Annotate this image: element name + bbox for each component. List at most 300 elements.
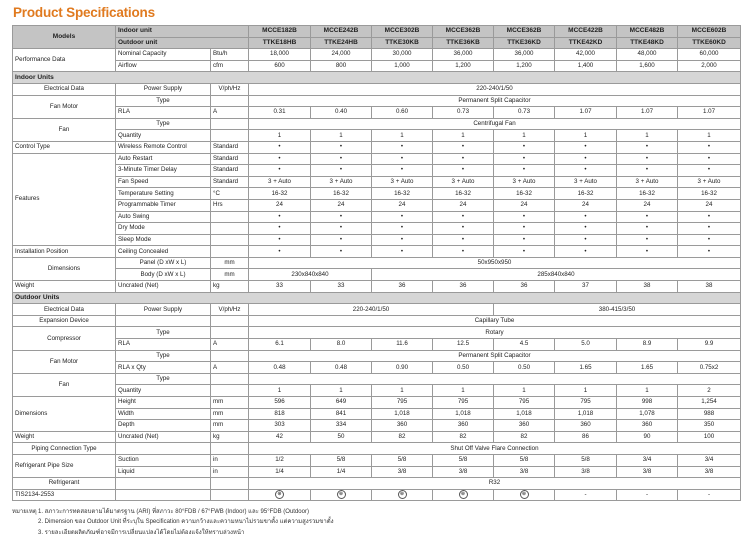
table-cell: mm	[211, 420, 249, 432]
table-cell: •	[311, 234, 372, 246]
table-cell: -	[555, 489, 617, 501]
table-cell: 3 + Auto	[678, 176, 741, 188]
table-cell: 360	[617, 420, 678, 432]
table-cell: Fan	[13, 373, 116, 396]
table-cell: MCCE422B	[555, 26, 617, 38]
table-cell: •	[494, 165, 555, 177]
table-cell: 82	[494, 431, 555, 443]
spec-row	[13, 223, 741, 235]
footnote-text: 2. Dimension ของ Outdoor Unit ที่ระบุใน Specification ความกว้างและความหนาไม่รวมขาตั้ง แต่ความสูงรวมขาตั้ง	[38, 519, 334, 526]
table-cell: 1,018	[372, 408, 433, 420]
table-cell	[116, 315, 211, 327]
table-cell: •	[433, 165, 494, 177]
table-cell: •	[311, 223, 372, 235]
table-cell: 36,000	[433, 49, 494, 61]
table-cell: 334	[311, 420, 372, 432]
table-cell: Standard	[211, 153, 249, 165]
table-cell: mm	[211, 257, 249, 269]
table-cell: •	[372, 234, 433, 246]
table-cell: Piping Connection Type	[13, 443, 116, 455]
table-cell: 3/8	[555, 466, 617, 478]
table-cell: 360	[555, 420, 617, 432]
table-cell: 818	[249, 408, 311, 420]
spec-row	[13, 397, 741, 409]
table-cell: 303	[249, 420, 311, 432]
table-cell: 24	[617, 199, 678, 211]
table-cell: TTKE24HB	[311, 37, 372, 49]
table-cell: 360	[494, 420, 555, 432]
table-cell: •	[249, 223, 311, 235]
table-cell: 1	[617, 385, 678, 397]
table-cell	[211, 350, 249, 362]
table-cell: 1.07	[617, 107, 678, 119]
table-cell: •	[617, 246, 678, 258]
table-cell	[116, 443, 211, 455]
table-cell: Quantity	[116, 385, 211, 397]
table-cell: 24	[494, 199, 555, 211]
table-cell: •	[372, 246, 433, 258]
table-cell	[211, 95, 249, 107]
table-cell: 16-32	[555, 188, 617, 200]
table-cell: 16-32	[249, 188, 311, 200]
table-cell: mm	[211, 397, 249, 409]
footnote-label: หมายเหตุ	[12, 509, 37, 515]
table-cell: A	[211, 362, 249, 374]
spec-row	[13, 130, 741, 142]
table-cell: Refrigerant Pipe Size	[13, 454, 116, 477]
table-cell: Rotary	[249, 327, 741, 339]
table-cell: 1,200	[433, 60, 494, 72]
table-cell: 380-415/3/50	[494, 304, 741, 316]
table-cell: 0.90	[372, 362, 433, 374]
table-cell: 86	[555, 431, 617, 443]
spec-table-body	[13, 26, 741, 501]
table-cell: A	[211, 339, 249, 351]
table-cell	[211, 478, 249, 490]
table-cell: Indoor unit	[116, 26, 249, 38]
table-cell: Depth	[116, 420, 211, 432]
spec-row	[13, 234, 741, 246]
table-cell: 1/2	[249, 454, 311, 466]
table-cell: Programmable Timer	[116, 199, 211, 211]
table-cell: 5/8	[494, 454, 555, 466]
table-cell: 1	[555, 385, 617, 397]
table-cell: MCCE482B	[617, 26, 678, 38]
table-cell: Type	[116, 327, 211, 339]
table-cell: Suction	[116, 454, 211, 466]
table-cell: Shut Off Valve Flare Connection	[249, 443, 741, 455]
table-cell: 36,000	[494, 49, 555, 61]
table-cell: 350	[678, 420, 741, 432]
table-cell: Fan Motor	[13, 350, 116, 373]
table-cell: •	[494, 234, 555, 246]
table-cell: 0.75x2	[678, 362, 741, 374]
table-cell: Height	[116, 397, 211, 409]
spec-row	[13, 269, 741, 281]
table-cell: 5/8	[433, 454, 494, 466]
table-cell: Panel (D xW x L)	[116, 257, 211, 269]
table-cell: 1.07	[555, 107, 617, 119]
table-cell: 1/4	[249, 466, 311, 478]
table-cell: 1.07	[678, 107, 741, 119]
table-cell: Nominal Capacity	[116, 49, 211, 61]
table-cell: 16-32	[433, 188, 494, 200]
table-cell: Quantity	[116, 130, 211, 142]
table-cell: •	[678, 153, 741, 165]
table-cell: 3/4	[678, 454, 741, 466]
table-cell: Indoor Units	[13, 72, 741, 84]
footnote-text: 1. สภาวะการทดสอบตามได้มาตรฐาน (ARI) ที่สภาวะ 80°FDB / 67°FWB (Indoor) และ 95°FDB (Outdoor)	[38, 509, 309, 515]
table-cell: 24	[372, 199, 433, 211]
spec-row	[13, 60, 741, 72]
spec-row	[13, 489, 741, 501]
table-cell: 988	[678, 408, 741, 420]
spec-row	[13, 431, 741, 443]
table-cell: Centrifugal Fan	[249, 118, 741, 130]
table-cell: Type	[116, 118, 211, 130]
spec-row	[13, 107, 741, 119]
table-cell: °C	[211, 188, 249, 200]
table-cell: TIS2134-2553	[13, 489, 116, 501]
table-cell: •	[678, 246, 741, 258]
table-cell: Expansion Device	[13, 315, 116, 327]
tis-certified-icon	[433, 489, 494, 501]
spec-row	[13, 304, 741, 316]
spec-row	[13, 49, 741, 61]
table-cell: 795	[494, 397, 555, 409]
table-cell: RLA x Qty	[116, 362, 211, 374]
table-cell: 285x840x840	[372, 269, 741, 281]
table-cell: 0.50	[494, 362, 555, 374]
table-cell	[211, 443, 249, 455]
tis-certified-icon	[311, 489, 372, 501]
table-cell: 800	[311, 60, 372, 72]
table-cell: 42,000	[555, 49, 617, 61]
table-cell: •	[433, 211, 494, 223]
table-cell: 1.65	[617, 362, 678, 374]
table-cell: Control Type	[13, 141, 116, 153]
table-cell: •	[372, 223, 433, 235]
table-cell: 5/8	[311, 454, 372, 466]
table-cell: V/ph/Hz	[211, 83, 249, 95]
table-cell: 36	[494, 281, 555, 293]
spec-row	[13, 211, 741, 223]
table-cell: •	[617, 141, 678, 153]
spec-row	[13, 339, 741, 351]
table-cell: •	[494, 223, 555, 235]
table-cell	[211, 315, 249, 327]
table-cell: Uncrated (Net)	[116, 431, 211, 443]
table-cell: •	[372, 153, 433, 165]
table-cell: •	[372, 211, 433, 223]
table-cell: •	[311, 165, 372, 177]
spec-row	[13, 281, 741, 293]
section-header-row	[13, 292, 741, 304]
table-cell: 1	[433, 385, 494, 397]
table-cell: 5/8	[372, 454, 433, 466]
table-cell: 1	[494, 385, 555, 397]
table-cell: 5/8	[555, 454, 617, 466]
table-cell: •	[311, 153, 372, 165]
tis-mark-icon: ⊕	[275, 490, 284, 499]
table-cell: 16-32	[494, 188, 555, 200]
table-cell: 220-240/1/50	[249, 83, 741, 95]
table-cell	[249, 373, 741, 385]
table-cell: 3 + Auto	[555, 176, 617, 188]
table-cell: 4.5	[494, 339, 555, 351]
table-cell: •	[555, 234, 617, 246]
table-cell: MCCE602B	[678, 26, 741, 38]
table-cell: 841	[311, 408, 372, 420]
table-cell: 16-32	[372, 188, 433, 200]
table-cell: Standard	[211, 141, 249, 153]
tis-mark-icon: ⊕	[459, 490, 468, 499]
table-cell: 1	[249, 385, 311, 397]
table-cell: 3/4	[617, 454, 678, 466]
table-cell: 48,000	[617, 49, 678, 61]
tis-certified-icon	[249, 489, 311, 501]
table-cell: 220-240/1/50	[249, 304, 494, 316]
table-cell: •	[311, 141, 372, 153]
table-cell: 2,000	[678, 60, 741, 72]
table-cell: •	[494, 211, 555, 223]
table-cell	[116, 489, 211, 501]
table-cell: mm	[211, 269, 249, 281]
tis-certified-icon	[494, 489, 555, 501]
spec-row	[13, 176, 741, 188]
table-cell: 3/8	[617, 466, 678, 478]
spec-row	[13, 362, 741, 374]
table-cell: 795	[433, 397, 494, 409]
tis-mark-icon: ⊕	[398, 490, 407, 499]
table-cell: RLA	[116, 339, 211, 351]
table-cell: Auto Swing	[116, 211, 211, 223]
table-cell: •	[433, 234, 494, 246]
table-cell: •	[494, 141, 555, 153]
table-cell: 16-32	[311, 188, 372, 200]
table-cell: Auto Restart	[116, 153, 211, 165]
table-cell: 24,000	[311, 49, 372, 61]
table-cell: •	[678, 223, 741, 235]
table-cell: 16-32	[678, 188, 741, 200]
table-cell: 8.9	[617, 339, 678, 351]
table-cell: 24	[555, 199, 617, 211]
table-cell: •	[617, 223, 678, 235]
table-cell: Sleep Mode	[116, 234, 211, 246]
table-cell: 3/8	[433, 466, 494, 478]
table-cell: cfm	[211, 60, 249, 72]
table-cell: Features	[13, 153, 116, 246]
table-cell: •	[555, 153, 617, 165]
table-cell: •	[372, 141, 433, 153]
table-cell: 1,400	[555, 60, 617, 72]
spec-row	[13, 466, 741, 478]
table-cell: 0.73	[494, 107, 555, 119]
spec-row	[13, 385, 741, 397]
table-cell: MCCE182B	[249, 26, 311, 38]
table-cell: 1	[617, 130, 678, 142]
table-cell: •	[617, 153, 678, 165]
table-cell: 360	[372, 420, 433, 432]
model-header-row	[13, 26, 741, 38]
table-cell: in	[211, 454, 249, 466]
table-cell: •	[249, 234, 311, 246]
table-cell: Fan Motor	[13, 95, 116, 118]
table-cell: 36	[433, 281, 494, 293]
table-cell: RLA	[116, 107, 211, 119]
table-cell: Dry Mode	[116, 223, 211, 235]
table-cell: TTKE30KB	[372, 37, 433, 49]
table-cell: Width	[116, 408, 211, 420]
table-cell: 0.48	[249, 362, 311, 374]
table-cell: Capillary Tube	[249, 315, 741, 327]
spec-row	[13, 83, 741, 95]
table-cell: TTKE60KD	[678, 37, 741, 49]
table-cell	[211, 234, 249, 246]
table-cell: Type	[116, 373, 211, 385]
table-cell: Outdoor Units	[13, 292, 741, 304]
table-cell: Type	[116, 350, 211, 362]
table-cell: TTKE42KD	[555, 37, 617, 49]
table-cell: 230x840x840	[249, 269, 372, 281]
table-cell	[211, 246, 249, 258]
table-cell: 596	[249, 397, 311, 409]
spec-row	[13, 95, 741, 107]
table-cell: 50	[311, 431, 372, 443]
table-cell: •	[311, 211, 372, 223]
table-cell: Body (D xW x L)	[116, 269, 211, 281]
table-cell: Liquid	[116, 466, 211, 478]
table-cell: 1/4	[311, 466, 372, 478]
spec-row	[13, 118, 741, 130]
table-cell: 0.60	[372, 107, 433, 119]
spec-row	[13, 478, 741, 490]
table-cell: 90	[617, 431, 678, 443]
table-cell: Weight	[13, 281, 116, 293]
table-cell	[211, 327, 249, 339]
table-cell: MCCE362B	[494, 26, 555, 38]
table-cell: 2	[678, 385, 741, 397]
table-cell: 1,018	[494, 408, 555, 420]
table-cell: •	[678, 141, 741, 153]
table-cell: •	[617, 211, 678, 223]
table-cell: V/ph/Hz	[211, 304, 249, 316]
table-cell: 33	[311, 281, 372, 293]
table-cell	[211, 211, 249, 223]
table-cell: 1	[311, 130, 372, 142]
table-cell: 1	[372, 130, 433, 142]
table-cell: 1	[311, 385, 372, 397]
spec-row	[13, 454, 741, 466]
table-cell: 600	[249, 60, 311, 72]
table-cell: 3 + Auto	[372, 176, 433, 188]
table-cell: kg	[211, 281, 249, 293]
spec-row	[13, 141, 741, 153]
table-cell: 8.0	[311, 339, 372, 351]
table-cell: 3/8	[372, 466, 433, 478]
table-cell	[211, 130, 249, 142]
table-cell: 1	[249, 130, 311, 142]
table-cell: 9.9	[678, 339, 741, 351]
table-cell: Airflow	[116, 60, 211, 72]
footnote-text: 3. รายละเอียดผลิตภัณฑ์อาจมีการเปลี่ยนแปลงได้โดยไม่ต้องแจ้งให้ทราบล่วงหน้า	[38, 529, 245, 536]
table-cell: 3 + Auto	[311, 176, 372, 188]
table-cell: A	[211, 107, 249, 119]
table-cell: 42	[249, 431, 311, 443]
table-cell: Hrs	[211, 199, 249, 211]
table-cell: 3-Minute Timer Delay	[116, 165, 211, 177]
table-cell: 3/8	[494, 466, 555, 478]
table-cell: Ceiling Concealed	[116, 246, 211, 258]
table-cell: Outdoor unit	[116, 37, 249, 49]
table-cell: 12.5	[433, 339, 494, 351]
table-cell: 11.6	[372, 339, 433, 351]
table-cell: •	[555, 141, 617, 153]
table-cell: Fan Speed	[116, 176, 211, 188]
table-cell: TTKE48KD	[617, 37, 678, 49]
table-cell: 24	[311, 199, 372, 211]
table-cell	[211, 385, 249, 397]
table-cell: Installation Position	[13, 246, 116, 258]
table-cell: 3/8	[678, 466, 741, 478]
table-cell: Refrigerant	[13, 478, 116, 490]
table-cell: •	[249, 211, 311, 223]
table-cell: 60,000	[678, 49, 741, 61]
table-cell: 0.31	[249, 107, 311, 119]
table-cell	[211, 489, 249, 501]
table-cell: Permanent Split Capacitor	[249, 95, 741, 107]
table-cell: 82	[372, 431, 433, 443]
spec-row	[13, 315, 741, 327]
table-cell: 82	[433, 431, 494, 443]
table-cell: •	[678, 234, 741, 246]
table-cell: 1	[494, 130, 555, 142]
table-cell: 1,000	[372, 60, 433, 72]
table-cell: 24	[678, 199, 741, 211]
table-cell: •	[249, 246, 311, 258]
table-cell: 3 + Auto	[494, 176, 555, 188]
table-cell: MCCE242B	[311, 26, 372, 38]
table-cell: 649	[311, 397, 372, 409]
tis-mark-icon: ⊕	[337, 490, 346, 499]
table-cell: 16-32	[617, 188, 678, 200]
table-cell: 3 + Auto	[617, 176, 678, 188]
table-cell: •	[617, 234, 678, 246]
table-cell: 0.50	[433, 362, 494, 374]
table-cell: Standard	[211, 165, 249, 177]
table-cell: TTKE18HB	[249, 37, 311, 49]
table-cell: Uncrated (Net)	[116, 281, 211, 293]
table-cell: 1	[433, 130, 494, 142]
table-cell: •	[617, 165, 678, 177]
table-cell	[211, 373, 249, 385]
table-cell: 3 + Auto	[249, 176, 311, 188]
table-cell: •	[555, 211, 617, 223]
table-cell: Performance Data	[13, 49, 116, 72]
spec-row	[13, 408, 741, 420]
table-cell: •	[311, 246, 372, 258]
table-cell: 795	[555, 397, 617, 409]
tis-certified-icon	[372, 489, 433, 501]
table-cell: 0.40	[311, 107, 372, 119]
table-cell: 1,018	[555, 408, 617, 420]
model-header-row	[13, 37, 741, 49]
table-cell: •	[555, 165, 617, 177]
table-cell: Power Supply	[116, 304, 211, 316]
spec-row	[13, 327, 741, 339]
table-cell: mm	[211, 408, 249, 420]
table-cell: •	[372, 165, 433, 177]
